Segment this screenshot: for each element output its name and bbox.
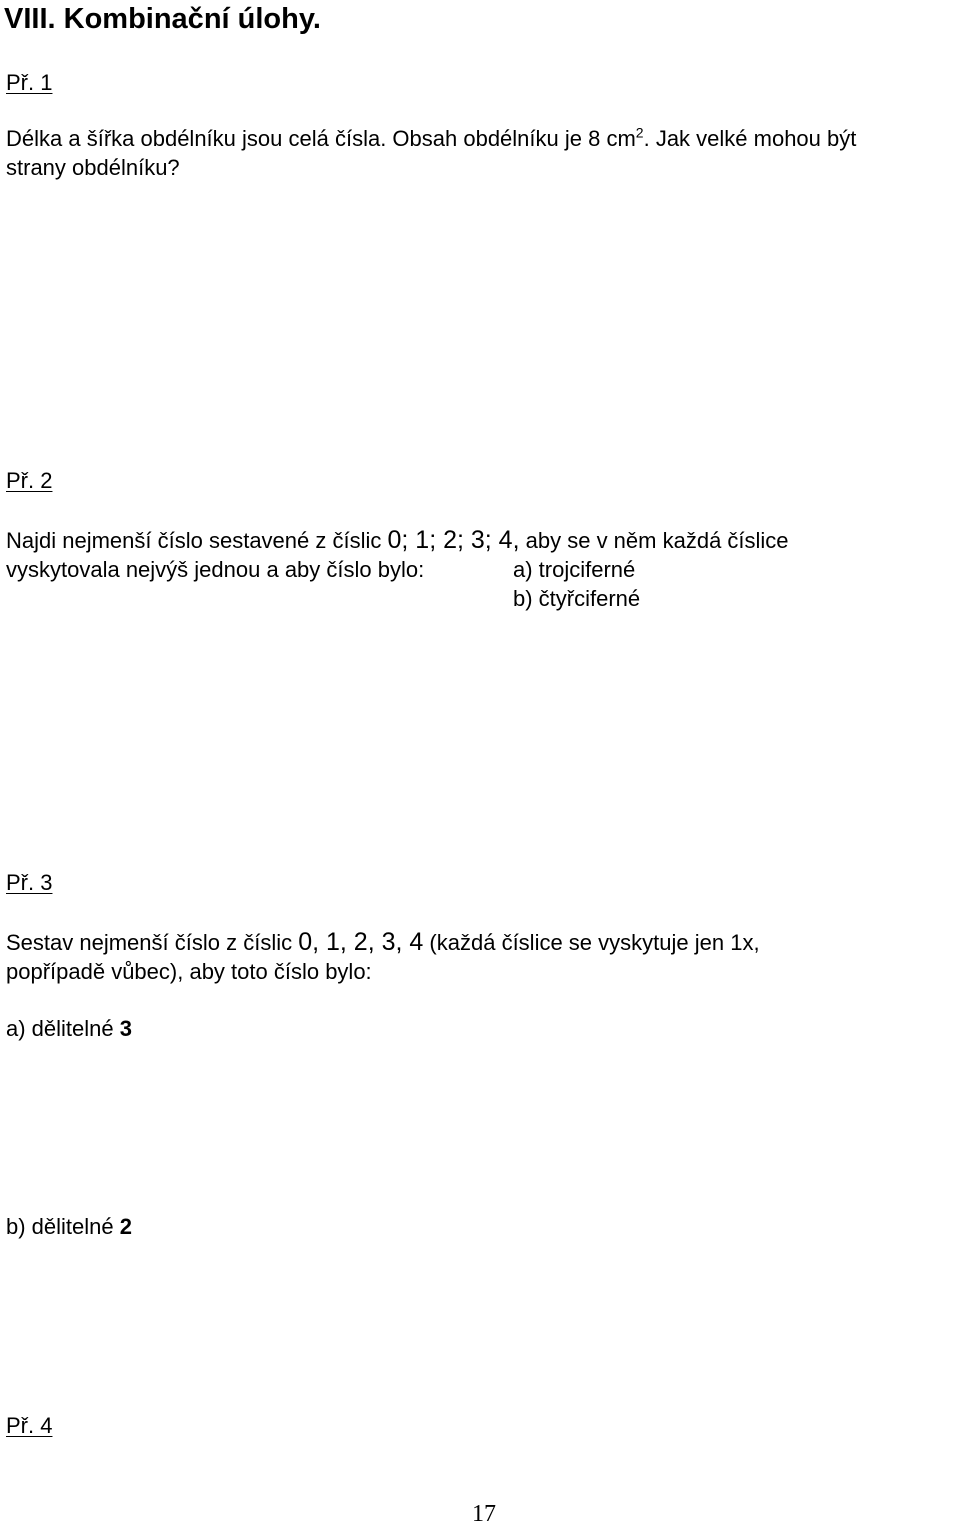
exercise-2-digits: 0; 1; 2; 3; 4, [387, 526, 520, 554]
page-title: VIII. Kombinační úlohy. [4, 3, 321, 35]
exercise-3-text-end: (každá číslice se vyskytuje jen 1x, [423, 930, 760, 955]
exercise-3-line-2: popřípadě vůbec), aby toto číslo bylo: [6, 959, 372, 984]
exercise-3-part-a-number: 3 [119, 1016, 132, 1041]
exercise-1-text-b: . Jak velké mohou být [643, 126, 857, 151]
exercise-1-label: Př. 1 [6, 70, 53, 95]
exercise-3-part-a-text: a) dělitelné [6, 1016, 120, 1041]
exercise-2-option-a: a) trojciferné [513, 557, 636, 582]
exercise-3-label: Př. 3 [6, 870, 53, 895]
exercise-1-line-1 [6, 124, 856, 154]
exercise-3-text-start: Sestav nejmenší číslo z číslic [6, 930, 299, 955]
exercise-3-part-a [6, 1014, 132, 1044]
exercise-2-option-b: b) čtyřciferné [513, 586, 641, 611]
exercise-2-line-1 [6, 525, 789, 556]
exercise-2-line-2: vyskytovala nejvýš jednou a aby číslo bylo: [6, 557, 425, 582]
page-number: 17 [472, 1501, 496, 1527]
exercise-3-part-b [6, 1212, 132, 1242]
exercise-3-part-b-text: b) dělitelné [6, 1214, 120, 1239]
exercise-2-text-end: aby se v něm každá číslice [519, 528, 789, 553]
exercise-3-digits: 0, 1, 2, 3, 4 [298, 928, 424, 956]
exercise-4-label: Př. 4 [6, 1413, 53, 1438]
exercise-2-label: Př. 2 [6, 468, 53, 493]
exercise-1-line-2: strany obdélníku? [6, 155, 180, 180]
exercise-1-text-a: Délka a šířka obdélníku jsou celá čísla. Obsah obdélníku je 8 cm [6, 126, 636, 151]
exercise-3-part-b-number: 2 [119, 1214, 132, 1239]
exercise-2-text-start: Najdi nejmenší číslo sestavené z číslic [6, 528, 388, 553]
exercise-1-superscript: 2 [635, 124, 644, 141]
exercise-3-line-1 [6, 927, 760, 958]
